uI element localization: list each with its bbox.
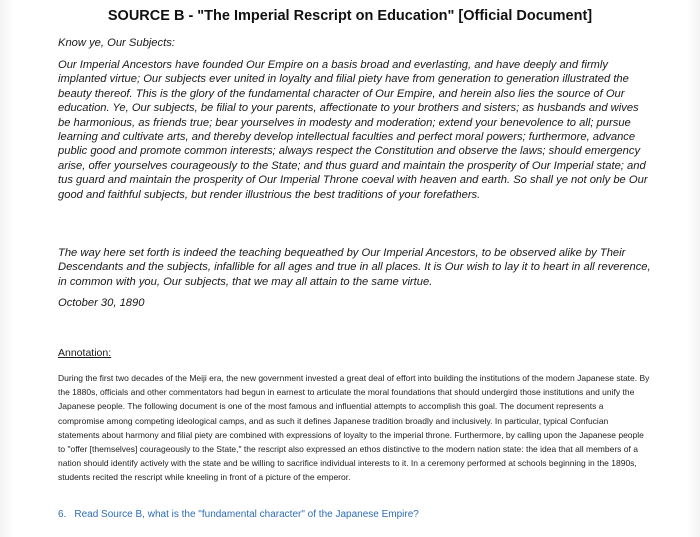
question-text: Read Source B, what is the "fundamental character" of the Japanese Empire? xyxy=(74,509,419,520)
rescript-paragraph-2: The way here set forth is indeed the teaching bequeathed by Our Imperial Ancestors, to be observed alike by Their Descendants and the subjects, infallible for all ages and true in all places. It is Our wish to lay it to heart in all reverence, in common with you, Our subjects, that we may all attain to the same virtue. xyxy=(58,247,651,288)
document-date: October 30, 1890 xyxy=(58,297,145,309)
annotation-text: During the first two decades of the Meiji era, the new government invested a great deal of effort into building the institutions of the modern Japanese state. By the 1880s, officials and other commentators had begun in earnest to articulate the moral foundations that should undergird those institutions and unify the Japanese people. The following document is one of the most famous and influential attempts to accomplish this goal. The document represents a compromise among competing ideological camps, and as such it defines Japanese tradition broadly and inclusively. In particular, typical Confucian statements about harmony and filial piety are combined with expressions of loyalty to the imperial throne. Furthermore, by calling upon the Japanese people to "offer [themselves] courageously to the State," the rescript also expressed an ethos distinctive to the modern nation state: the idea that all members of a nation should identify actively with the state and be willing to sacrifice individual interests to it. In a ceremony performed at schools beginning in the 1890s, students recited the rescript while kneeling in front of a picture of the emperor. xyxy=(58,373,650,483)
question-item xyxy=(58,509,419,520)
document-title: SOURCE B - "The Imperial Rescript on Education" [Official Document] xyxy=(107,8,593,24)
greeting-line: Know ye, Our Subjects: xyxy=(58,37,175,49)
annotation-heading: Annotation: xyxy=(58,347,112,359)
question-number: 6. xyxy=(58,509,67,520)
rescript-paragraph-1: Our Imperial Ancestors have founded Our Empire on a basis broad and everlasting, and have deeply and firmly implanted virtue; Our subjects ever united in loyalty and filial piety have from generation to generation illustrated the beauty thereof. This is the glory of the fundamental character of Our Empire, and herein also lies the source of Our education. Ye, Our subjects, be filial to your parents, affectionate to your brothers and sisters; as husbands and wives be harmonious, as friends true; bear yourselves in modesty and moderation; extend your benevolence to all; pursue learning and cultivate arts, and thereby develop intellectual faculties and perfect moral powers; furthermore, advance public good and promote common interests; always respect the Constitution and observe the laws; should emergency arise, offer yourselves courageously to the State; and thus guard and maintain the prosperity of Our Imperial state; and tus guard and maintain the prosperity of Our Imperial Throne coeval with heaven and earth. So shall ye not only be Our good and faithful subjects, but render illustrious the best traditions of your forefathers. xyxy=(58,59,648,201)
